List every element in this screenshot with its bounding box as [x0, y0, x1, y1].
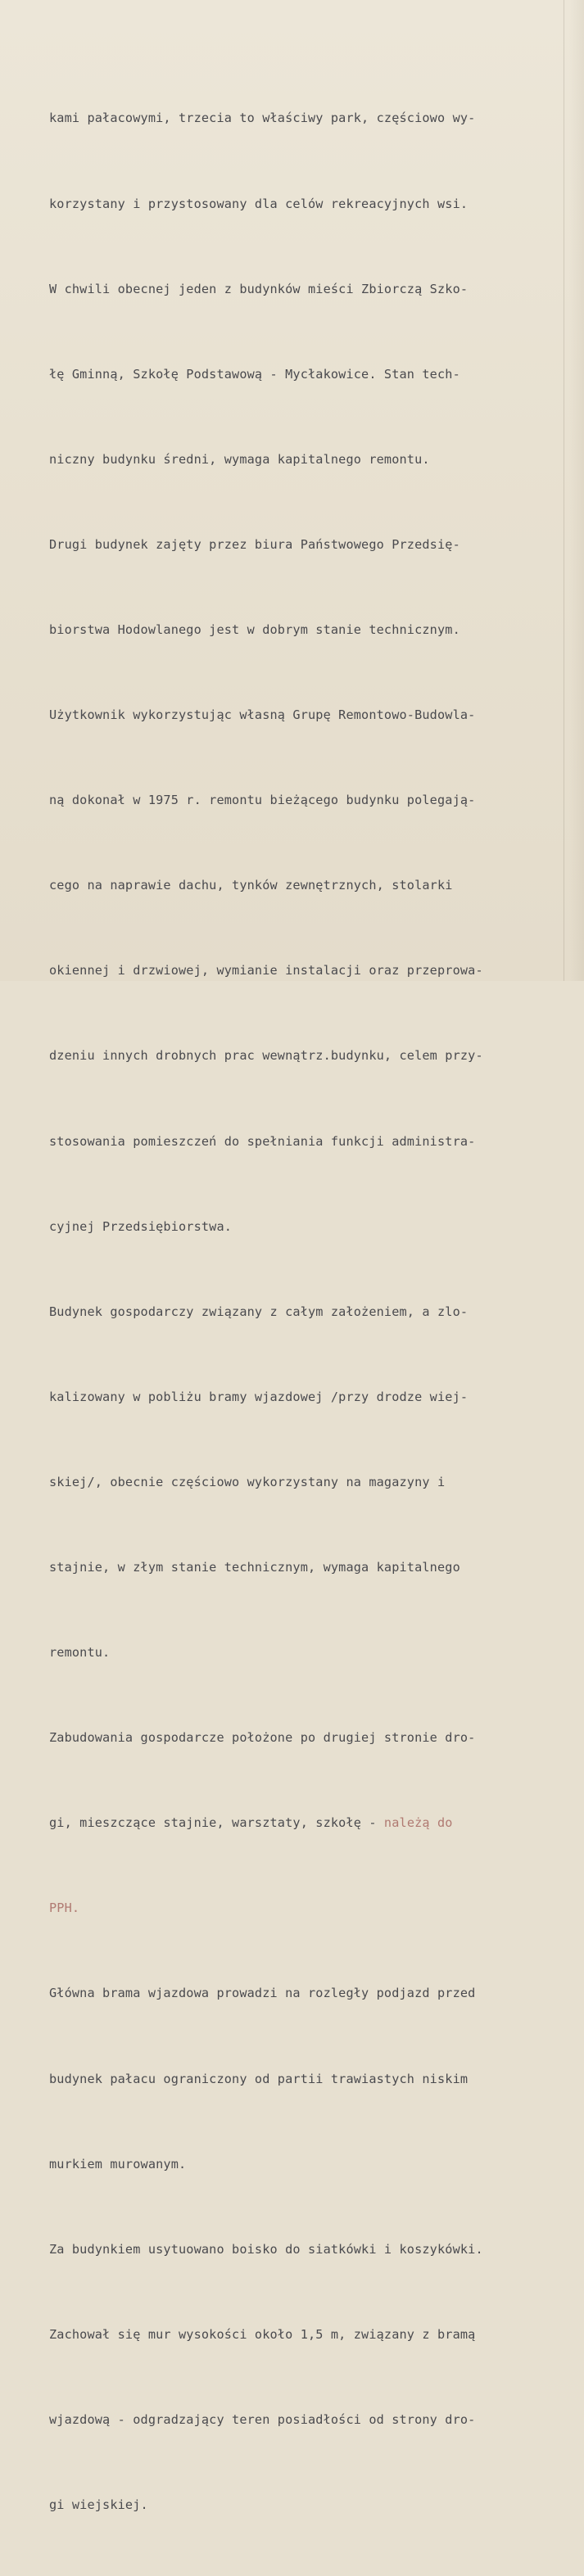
text-line: cego na naprawie dachu, tynków zewnętrznych, stolarki [49, 878, 453, 893]
text-line: Główna brama wjazdowa prowadzi na rozległy podjazd przed [49, 1986, 476, 2001]
text-line: niczny budynku średni, wymaga kapitalnego remontu. [49, 451, 430, 467]
text-line: PPH. [49, 1900, 80, 1916]
text-line: Zabudowania gospodarcze położone po drugiej stronie dro- [49, 1730, 476, 1746]
text-line [49, 1809, 573, 1837]
text-line: dzeniu innych drobnych prac wewnątrz.budynku, celem przy- [49, 1048, 483, 1064]
typewritten-text [49, 47, 573, 2576]
text-line: korzystany i przystosowany dla celów rekreacyjnych wsi. [49, 196, 469, 211]
text-line: wjazdową - odgradzający teren posiadłości od strony dro- [49, 2411, 476, 2427]
text-line: Za budynkiem usytuowano boisko do siatkówki i koszykówki. [49, 2241, 483, 2257]
handwritten-addition: należą do [376, 1815, 453, 1831]
text-line: Drugi budynek zajęty przez biura Państwowego Przedsię- [49, 536, 460, 552]
text-line: budynek pałacu ograniczony od partii trawiastych niskim [49, 2071, 469, 2086]
text-line: stajnie, w złym stanie technicznym, wymaga kapitalnego [49, 1560, 460, 1575]
text-line: Użytkownik wykorzystując własną Grupę Remontowo-Budowla- [49, 707, 476, 723]
text-line: kalizowany w pobliżu bramy wjazdowej /przy drodze wiej- [49, 1389, 469, 1404]
text-line: remontu. [49, 1645, 111, 1661]
text-line: okiennej i drzwiowej, wymianie instalacji oraz przeprowa- [49, 963, 483, 978]
text-line: cyjnej Przedsiębiorstwa. [49, 1218, 233, 1234]
text-line: kami pałacowymi, trzecia to właściwy park, częściowo wy- [49, 111, 476, 126]
text-line: murkiem murowanym. [49, 2156, 187, 2172]
text-line: biorstwa Hodowlanego jest w dobrym stanie technicznym. [49, 621, 460, 637]
text-line: Zachował się mur wysokości około 1,5 m, związany z bramą [49, 2326, 476, 2342]
text-line: skiej/, obecnie częściowo wykorzystany na magazyny i [49, 1474, 446, 1489]
text-line: stosowania pomieszczeń do spełniania funkcji administra- [49, 1133, 476, 1149]
text-line-start: gi, mieszczące stajnie, warsztaty, szkołę - [49, 1815, 377, 1831]
text-line: W chwili obecnej jeden z budynków mieści Zbiorczą Szko- [49, 281, 469, 296]
text-line: gi wiejskiej. [49, 2497, 148, 2513]
text-line: Budynek gospodarczy związany z całym założeniem, a zlo- [49, 1304, 469, 1319]
text-line: ną dokonał w 1975 r. remontu bieżącego budynku polegają- [49, 793, 476, 808]
text-line: łę Gminną, Szkołę Podstawową - Mycłakowice. Stan tech- [49, 366, 460, 382]
